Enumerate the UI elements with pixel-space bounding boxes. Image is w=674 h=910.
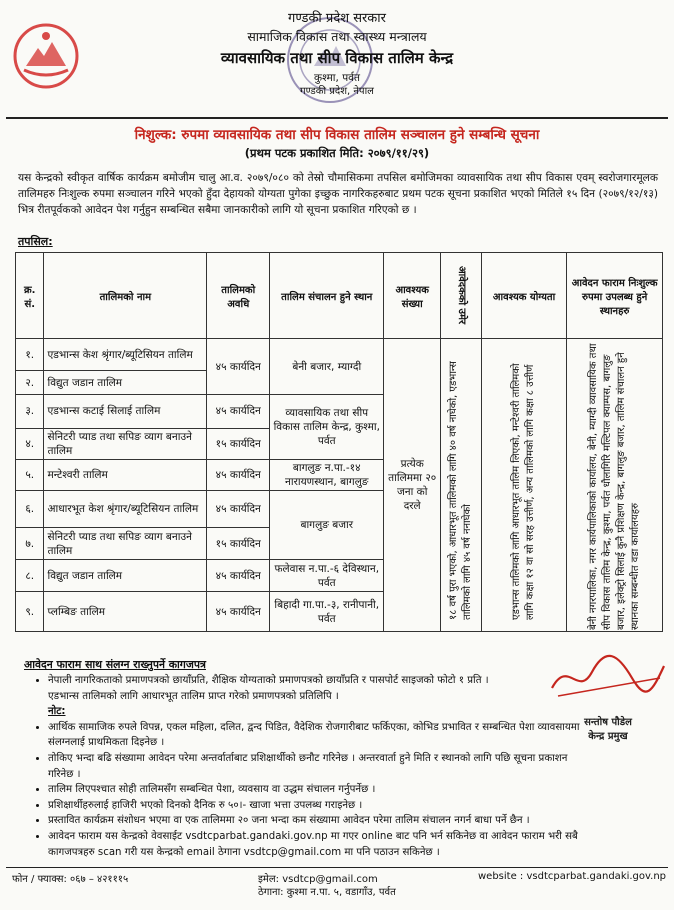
documents-heading: आवेदन फाराम साथ संलग्न राख्नुपर्ने कागजपत्र xyxy=(24,658,206,671)
row-sn: ५. xyxy=(16,459,44,490)
row-duration: ४५ कार्यदिन xyxy=(207,560,270,592)
row-duration: १५ कार्यदिन xyxy=(207,428,270,459)
row-training-name: आधारभूत केश श्रृंगार/ब्यूटिसियन तालिम xyxy=(44,490,207,528)
training-table xyxy=(15,252,663,632)
signature-block xyxy=(548,648,668,748)
row-location: बागलुङ न.पा.-१४ नारायणस्थान, बागलुङ xyxy=(270,459,384,490)
form-locations: बेनी नगरपालिका, नगर कार्यपालिकाको कार्यालय, बेनी, म्याग्दी व्यावसायिक तथा सीप विकास तालिम केन्द्र, कुश्मा, पर्वत धौलागिरि मल्टिपल क्याम्पस, बागलुङ बजार, इलेक्ट्रो सिलाई कुनै प्रशिक्षण केन्द्र, बागलुङ बजार, तालिम संचालन हुने स्थानका सम्बन्धीत वडा कार्यालयहरु xyxy=(587,343,641,630)
qualification-requirement: एडभान्स तालिमको लागि आधारभूत तालिम लिएको, मन्टेश्वरी तालिमको लागि कक्षा १२ वा सो सरह उत्तीर्ण, अन्य तालिमको लागि कक्षा ८ उत्तीर्ण xyxy=(511,363,537,620)
gov-name: गण्डकी प्रदेश सरकार xyxy=(288,11,386,26)
list-item: • प्रस्तावित कार्यक्रम संशोधन भएमा वा एक तालिममा २० जना भन्दा कम संख्यामा आवेदन परेमा तालिम संचालन नगर्न बाधा पर्ने छैन । xyxy=(48,813,584,829)
row-training-name: एडभान्स कटाई सिलाई तालिम xyxy=(44,395,207,429)
row-location: बिहादी गा.पा.-३, रानीपानी, पर्वत xyxy=(270,592,384,632)
row-location: बेनी बजार, म्याग्दी xyxy=(270,339,384,395)
row-training-name: विद्युत जडान तालिम xyxy=(44,371,207,395)
col-header-age-cell xyxy=(441,253,482,339)
row-training-name: सेनिटरी प्याड तथा सपिङ व्याग बनाउने तालिम xyxy=(44,428,207,459)
list-item: • तोकिए भन्दा बढि संख्यामा आवेदन परेमा अन्तर्वार्ताबाट प्रशिक्षार्थीको छनौट गरिनेछ । अन्तरवार्ता हुने मिति र स्थानको लागि पछि सूचना प्रकाशन गरिनेछ । xyxy=(48,751,584,782)
row-sn: ७. xyxy=(16,528,44,560)
row-location: बागलुङ बजार xyxy=(270,490,384,560)
row-duration: ४५ कार्यदिन xyxy=(207,490,270,528)
table-row xyxy=(16,339,663,371)
row-sn: १. xyxy=(16,339,44,371)
province-name: गण्डकी प्रदेश, नेपाल xyxy=(300,86,374,97)
required-count: प्रत्येक तालिममा २० जना को दरले xyxy=(384,339,441,632)
handwritten-signature xyxy=(548,648,668,708)
footer-website: website : vsdtcparbat.gandaki.gov.np xyxy=(478,871,667,882)
list-item: • तालिम लिएपश्चात सोही तालिमसँग सम्बन्धित पेशा, व्यवसाय वा उद्धम संचालन गर्नुपर्नेछ । xyxy=(48,782,584,798)
row-duration: ४५ कार्यदिन xyxy=(207,592,270,632)
row-training-name: मन्टेश्वरी तालिम xyxy=(44,459,207,490)
row-sn: २. xyxy=(16,371,44,395)
list-item: • आवेदन फाराम यस केन्द्रको वेवसाईट vsdtcparbat.gandaki.gov.np मा गएर online बाट पनि भर्न सकिनेछ वा आवेदन फाराम भरी सबै कागजपत्रहरु scan गरी यस केन्द्रको email ठेगाना vsdtcp@gmail.com मा पनि पठाउन सकिनेछ । xyxy=(48,829,584,860)
documents-list xyxy=(24,673,584,704)
row-training-name: विद्युत जडान तालिम xyxy=(44,560,207,592)
ministry-name: सामाजिक विकास तथा स्वास्थ्य मन्त्रालय xyxy=(247,29,427,44)
form-cell xyxy=(567,339,663,632)
col-header-duration: तालिमको अवधि xyxy=(207,253,270,339)
row-sn: ८. xyxy=(16,560,44,592)
row-sn: ६. xyxy=(16,490,44,528)
signatory-role: केन्द्र प्रमुख xyxy=(588,731,628,742)
qualification-cell xyxy=(481,339,566,632)
row-sn: ३. xyxy=(16,395,44,429)
signatory-name: सन्तोष पौडेल xyxy=(584,717,632,728)
col-header-sn: क्र. सं. xyxy=(16,253,44,339)
header-divider xyxy=(6,117,668,119)
row-duration: ४५ कार्यदिन xyxy=(207,459,270,490)
notice-intro: यस केन्द्रको स्वीकृत वार्षिक कार्यक्रम बमोजीम चालु आ.व. २०७९/०८० को तेस्रो चौमासिकमा तपसिल बमोजिमका व्यावसायिक तथा सीप विकास एवम् स्वरोजगारमूलक तालिमहरु निःशुल्क रुपमा सञ्चालन गरिने भएको हुँदा देहायको योग्यता पुगेका इच्छुक नागरिकहरुबाट प्रथम पटक सूचना प्रकाशित भएको मितिले १५ दिन (२०७९/१२/१३) भित्र रीतपूर्वकको आवेदन पेश गर्नुहुन सम्बन्धित सबैमा जानकारीको लागि यो सूचना प्रकाशित गरिएको छ । xyxy=(18,172,658,216)
col-header-age: आवेदकको उमेर xyxy=(456,266,468,325)
age-cell xyxy=(441,339,482,632)
details-label: तपसिल: xyxy=(18,235,53,248)
notes-list xyxy=(24,720,584,860)
notice-title: निशुल्क: रुपमा व्यावसायिक तथा सीप विकास तालिम सञ्चालन हुने सम्बन्धि सूचना xyxy=(134,127,540,143)
list-item: एडभान्स तालिमको लागि आधारभूत तालिम प्राप्त गरेको प्रमाणपत्रको प्रतिलिपि । xyxy=(48,690,339,702)
age-requirement: १८ वर्ष पुरा भएको, आधारभूत तालिमको लागि ४० वर्ष नाघेको, एडभान्स तालिमको लागि ४५ वर्ष ननाघेको xyxy=(448,361,474,620)
footer-phone: फोन / फ्याक्स: ०६७ – ४२१११५ xyxy=(12,874,129,885)
col-header-location: तालिम संचालन हुने स्थान xyxy=(270,253,384,339)
col-header-required: आवश्यक संख्या xyxy=(384,253,441,339)
row-location: व्यावसायिक तथा सीप विकास तालिम केन्द्र, कुश्मा, पर्वत xyxy=(270,395,384,460)
row-training-name: एडभान्स केश श्रृंगार/ब्यूटिसियन तालिम xyxy=(44,339,207,371)
row-sn: ४. xyxy=(16,428,44,459)
footer-divider xyxy=(6,867,668,868)
row-sn: ९. xyxy=(16,592,44,632)
note-title: नोट: xyxy=(48,706,66,718)
col-header-qualification: आवश्यक योग्यता xyxy=(481,253,566,339)
row-training-name: सेनिटरी प्याड तथा सपिङ व्याग बनाउने तालिम xyxy=(44,528,207,560)
table-header-row xyxy=(16,253,663,339)
list-item: • आर्थिक सामाजिक रुपले विपन्न, एकल महिला, दलित, द्वन्द पिडित, वैदेशिक रोजगारीबाट फर्किएका, कोभिड प्रभावित र सम्बन्धित पेशा व्यावसायमा संलग्नलाई प्राथमिकता दिइनेछ । xyxy=(48,720,584,751)
center-name: व्यावसायिक तथा सीप विकास तालिम केन्द्र xyxy=(220,49,454,67)
col-header-form: आवेदन फाराम निःशुल्क रुपमा उपलब्ध हुने स्थानहरु xyxy=(567,253,663,339)
documents-section xyxy=(24,673,584,860)
row-duration: १५ कार्यदिन xyxy=(207,528,270,560)
footer-address: ठेगाना: कुश्मा न.पा. ५, वडागाँउ, पर्वत xyxy=(258,887,396,898)
row-location: फलेवास न.पा.-६ देविस्थान, पर्वत xyxy=(270,560,384,592)
footer-email: इमेल: vsdtcp@gmail.com xyxy=(258,874,378,885)
notice-subtitle: (प्रथम पटक प्रकाशित मिति: २०७९/११/२९) xyxy=(244,146,430,160)
row-training-name: प्लम्बिङ तालिम xyxy=(44,592,207,632)
col-header-name: तालिमको नाम xyxy=(44,253,207,339)
list-item: • प्रशिक्षार्थीहरुलाई हाजिरी भएको दिनको दैनिक रु ५०।- खाजा भत्ता उपलब्ध गराइनेछ । xyxy=(48,798,584,814)
list-item: • नेपाली नागरिकताको प्रमाणपत्रको छायाँप्रति, शैक्षिक योग्यताको प्रमाणपत्रको छायाँप्रति र पासपोर्ट साइजको फोटो १ प्रति । xyxy=(48,673,584,689)
row-duration: ४५ कार्यदिन xyxy=(207,395,270,429)
row-duration: ४५ कार्यदिन xyxy=(207,339,270,395)
center-location: कुश्मा, पर्वत xyxy=(314,72,360,84)
